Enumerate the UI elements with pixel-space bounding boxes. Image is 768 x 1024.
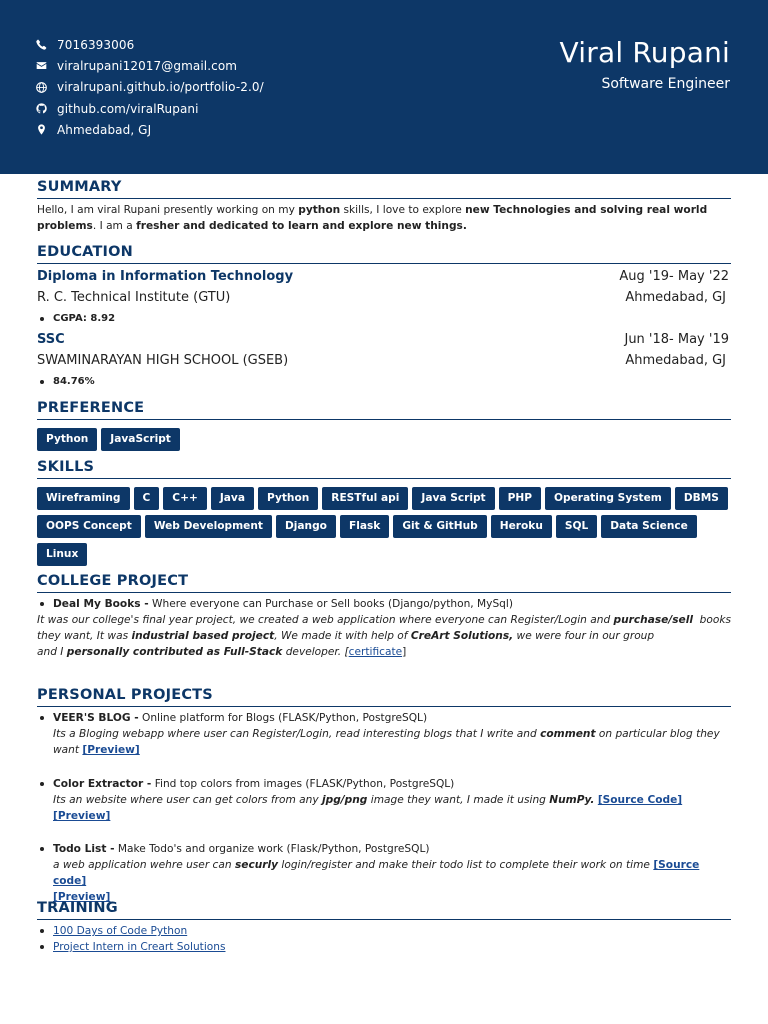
skill-tag: Linux <box>37 543 87 566</box>
preview-link[interactable]: [Preview] <box>53 891 111 903</box>
preference-tags <box>37 428 731 451</box>
preview-link[interactable]: [Preview] <box>53 810 111 822</box>
summary-text-part: Hello, I am viral Rupani presently working on my <box>37 204 299 216</box>
education-heading: EDUCATION <box>37 244 731 264</box>
personal-project-item <box>37 710 731 726</box>
summary-section <box>37 179 731 234</box>
desc-text: login/register and make their todo list to complete their work on time <box>278 859 654 871</box>
project-summary: Make Todo's and organize work (Flask/Python, PostgreSQL) <box>114 843 430 855</box>
desc-text: they want, It was <box>37 630 132 642</box>
desc-text: developer. [ <box>282 646 349 658</box>
skill-tag: PHP <box>499 487 541 510</box>
education-item <box>37 266 731 329</box>
training-heading: TRAINING <box>37 900 731 920</box>
desc-bold: comment <box>540 728 596 740</box>
skill-tag: Heroku <box>491 515 552 538</box>
project-summary: Find top colors from images (FLASK/Python, PostgreSQL) <box>151 778 455 790</box>
skill-tag: Flask <box>340 515 389 538</box>
education-degree: SSC <box>37 332 65 347</box>
education-location: Ahmedabad, GJ <box>625 353 726 368</box>
desc-text: , We made it with help of <box>274 630 411 642</box>
summary-text-part: skills, I love to explore <box>340 204 466 216</box>
education-institute: R. C. Technical Institute (GTU) <box>37 290 231 305</box>
desc-text: Its a Bloging webapp where user can Register/Login, read interesting blogs that I write and <box>53 728 541 740</box>
source-code-link[interactable]: [Source Code] <box>597 794 683 806</box>
skill-tag: RESTful api <box>322 487 408 510</box>
skill-tag: Git & GitHub <box>393 515 486 538</box>
contact-email-link[interactable]: viralrupani12017@gmail.com <box>57 58 238 73</box>
desc-bold: industrial based project <box>131 630 275 642</box>
desc-bold: personally contributed as Full-Stack <box>66 646 283 658</box>
training-link[interactable]: 100 Days of Code Python <box>53 925 188 937</box>
education-detail-text: 84.76% <box>53 376 95 387</box>
education-institute: SWAMINARAYAN HIGH SCHOOL (GSEB) <box>37 353 289 368</box>
college-project-section <box>37 573 731 660</box>
personal-project-item <box>37 841 731 857</box>
education-date: Aug '19- May '22 <box>619 269 729 284</box>
preference-heading: PREFERENCE <box>37 400 731 420</box>
skill-tag: JavaScript <box>101 428 180 451</box>
contact-website-link[interactable]: viralrupani.github.io/portfolio-2.0/ <box>57 80 264 95</box>
skill-tag: Operating System <box>545 487 671 510</box>
contact-phone-text: 7016393006 <box>57 37 135 52</box>
training-item <box>37 923 731 939</box>
skill-tag: OOPS Concept <box>37 515 141 538</box>
skill-tag: DBMS <box>675 487 728 510</box>
globe-icon <box>36 82 52 93</box>
desc-text: a web application wehre user can <box>53 859 235 871</box>
desc-text: want <box>53 744 83 756</box>
summary-bold-part: fresher and dedicated to learn and explore new things. <box>136 220 467 232</box>
project-name: Todo List - <box>53 843 115 855</box>
summary-heading: SUMMARY <box>37 179 731 199</box>
desc-bold: jpg/png <box>322 794 368 806</box>
skill-tag: Java <box>211 487 254 510</box>
education-degree: Diploma in Information Technology <box>37 269 294 284</box>
source-code-link[interactable]: [Source code] <box>53 859 700 887</box>
contact-location <box>36 119 264 140</box>
skill-tag: Django <box>276 515 336 538</box>
project-description-line <box>37 628 731 644</box>
skills-heading: SKILLS <box>37 459 731 479</box>
github-icon <box>36 103 52 114</box>
summary-text <box>37 202 731 234</box>
desc-text: ] <box>402 646 407 658</box>
skill-tag: Python <box>37 428 97 451</box>
project-name: Color Extractor - <box>53 778 152 790</box>
skills-tags <box>37 487 731 566</box>
desc-text: and I <box>37 646 67 658</box>
candidate-name: Viral Rupani <box>559 36 730 69</box>
skill-tag: Java Script <box>412 487 494 510</box>
preview-link[interactable]: [Preview] <box>82 744 140 756</box>
summary-bold-part: new Technologies and solving real world problems <box>37 204 708 232</box>
personal-projects-section <box>37 687 731 905</box>
envelope-icon <box>36 60 52 71</box>
project-summary: Where everyone can Purchase or Sell books (Django/python, MySql) <box>148 598 513 610</box>
project-name: Deal My Books - <box>53 598 149 610</box>
skill-tag: Web Development <box>145 515 272 538</box>
education-detail-text: CGPA: 8.92 <box>53 313 116 324</box>
certificate-link[interactable]: certificate <box>348 646 403 658</box>
skill-tag: C++ <box>163 487 207 510</box>
skill-tag: Python <box>258 487 318 510</box>
project-description <box>37 792 731 824</box>
desc-text: image they want, I made it using <box>367 794 550 806</box>
contact-website <box>36 77 264 98</box>
skill-tag: Wireframing <box>37 487 130 510</box>
education-date: Jun '18- May '19 <box>624 332 729 347</box>
summary-text-part: . I am a <box>92 220 137 232</box>
desc-text: books <box>699 614 731 626</box>
skill-tag: SQL <box>556 515 597 538</box>
contact-phone <box>36 34 264 55</box>
education-section <box>37 244 731 392</box>
desc-bold: purchase/sell <box>613 614 693 626</box>
desc-bold: NumPy. <box>549 794 595 806</box>
college-project-item <box>37 596 731 612</box>
project-description-line <box>37 644 731 660</box>
desc-text: we were four in our group <box>513 630 655 642</box>
skill-tag: Data Science <box>601 515 697 538</box>
training-item <box>37 939 731 955</box>
desc-text: on particular blog they <box>595 728 720 740</box>
skill-tag: C <box>134 487 160 510</box>
contact-location-text: Ahmedabad, GJ <box>57 122 152 137</box>
personal-projects-heading: PERSONAL PROJECTS <box>37 687 731 707</box>
contact-github-link[interactable]: github.com/viralRupani <box>57 101 199 116</box>
project-name: VEER'S BLOG - <box>53 712 139 724</box>
training-section <box>37 900 731 955</box>
education-detail <box>37 371 731 392</box>
preference-section <box>37 400 731 451</box>
desc-bold: securly <box>234 859 279 871</box>
candidate-role: Software Engineer <box>601 76 730 92</box>
desc-text: Its an website where user can get colors from any <box>53 794 322 806</box>
project-description <box>37 857 731 905</box>
desc-text: It was our college's final year project, we created a web application where everyone can Register/Login and <box>37 614 614 626</box>
contact-list <box>36 34 264 140</box>
name-block <box>560 36 730 92</box>
project-description-line <box>37 612 731 628</box>
skills-section <box>37 459 731 566</box>
desc-bold: CreArt Solutions, <box>410 630 514 642</box>
personal-project-item <box>37 776 731 792</box>
project-description <box>37 726 731 758</box>
project-summary: Online platform for Blogs (FLASK/Python, PostgreSQL) <box>138 712 428 724</box>
education-location: Ahmedabad, GJ <box>625 290 726 305</box>
contact-email <box>36 55 264 76</box>
college-project-heading: COLLEGE PROJECT <box>37 573 731 593</box>
phone-icon <box>36 39 52 50</box>
summary-bold-part: python <box>298 204 341 216</box>
training-link[interactable]: Project Intern in Creart Solutions <box>53 941 226 953</box>
resume-header <box>0 0 768 174</box>
education-detail <box>37 308 731 329</box>
map-marker-icon <box>36 124 52 135</box>
contact-github <box>36 98 264 119</box>
education-item <box>37 329 731 392</box>
